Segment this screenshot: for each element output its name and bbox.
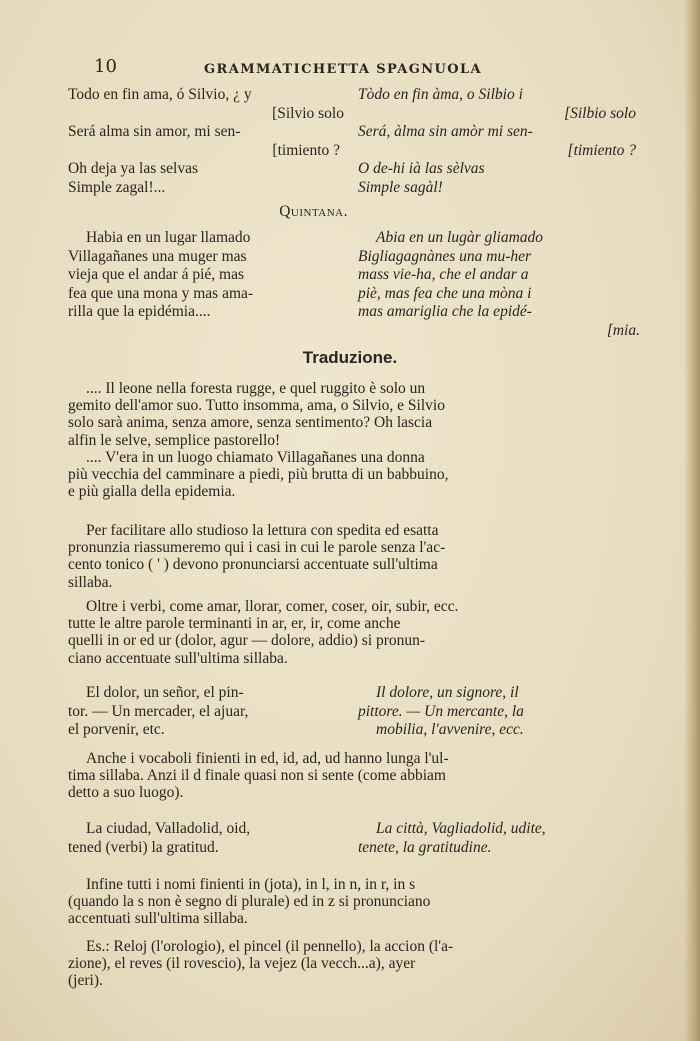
text-line: (jeri).	[68, 972, 103, 990]
paragraph-verbs	[68, 598, 632, 667]
text-line: Todo en fin ama, ó Silvio, ¿ y	[68, 86, 252, 103]
paragraph-endings	[68, 750, 632, 802]
text-line: [Silbio solo	[564, 104, 636, 122]
example-block-1	[68, 684, 640, 740]
text-line: .... V'era in un luogo chiamato Villagañanes una donna	[86, 448, 425, 466]
text-line: più vecchia del camminare a piedi, più brutta di un babbuino,	[68, 466, 449, 484]
text-line: pronunzia riassumeremo qui i casi in cui le parole senza l'ac-	[68, 539, 446, 557]
text-line: e più gialla della epidemia.	[68, 483, 236, 501]
paragraph-examples	[68, 938, 632, 990]
text-line: [timiento ?	[272, 141, 340, 159]
example-block-2	[68, 820, 640, 857]
text-line: piè, mas fea che una mòna i	[358, 284, 532, 302]
text-line: (quando la s non è segno di plurale) ed in z si pronunciano	[68, 893, 431, 911]
text-line: La ciudad, Valladolid, oid,	[86, 820, 251, 837]
example-2-spanish	[68, 820, 350, 857]
text-line: vieja que el andar á pié, mas	[68, 266, 245, 284]
translation-block	[68, 380, 632, 500]
text-line: solo sarà anima, senza amore, senza sentimento? Oh lascia	[68, 414, 433, 432]
text-line: gemito dell'amor suo. Tutto insomma, ama, o Silvio, e Silvio	[68, 397, 445, 415]
text-line: el porvenir, etc.	[68, 721, 165, 739]
prose-spanish	[68, 229, 350, 341]
paragraph-final-consonants	[68, 876, 632, 928]
text-line: Oltre i verbi, come amar, llorar, comer, coser, oir, subir, ecc.	[86, 598, 459, 615]
text-line: zione), el reves (il rovescio), la vejez (la vecch...a), ayer	[68, 955, 416, 973]
section-title: Traduzione.	[302, 348, 398, 367]
prose-pronunciation	[358, 229, 640, 341]
text-line: .... Il leone nella foresta rugge, e quel ruggito è solo un	[86, 380, 426, 397]
text-line: detto a suo luogo).	[68, 784, 184, 802]
example-2-italian	[358, 820, 640, 857]
prose-block	[68, 229, 640, 341]
text-line: rilla que la epidémia....	[68, 303, 211, 321]
text-line: [mia.	[606, 321, 640, 339]
text-line: La città, Vagliadolid, udite,	[376, 820, 546, 837]
text-line: Será alma sin amor, mi sen-	[68, 123, 241, 141]
text-line: quelli in or ed ur (dolor, agur — dolore, addio) si pronun-	[68, 632, 426, 650]
text-line: alfin le selve, semplice pastorello!	[68, 431, 281, 449]
text-line: cento tonico ( ' ) devono pronunciarsi accentuate sull'ultima	[68, 556, 438, 574]
text-line: sillaba.	[68, 573, 113, 591]
text-line: mass vie-ha, che el andar a	[358, 266, 529, 284]
text-line: Tòdo en fin àma, o Silbio i	[358, 86, 523, 103]
text-line: tor. — Un mercader, el ajuar,	[68, 702, 249, 720]
poem-block	[68, 86, 640, 221]
text-line: Per facilitare allo studioso la lettura con spedita ed esatta	[86, 522, 439, 539]
text-line: Simple zagal!...	[68, 178, 166, 196]
poem-spanish	[68, 86, 350, 221]
text-line: accentuati sull'ultima sillaba.	[68, 910, 248, 928]
text-line: Bigliagagnànes una mu-her	[358, 247, 532, 265]
text-line: mobilia, l'avvenire, ecc.	[376, 721, 524, 739]
text-line: Abia en un lugàr gliamado	[376, 229, 544, 246]
text-line: Anche i vocaboli finienti in ed, id, ad, ud hanno lunga l'ul-	[86, 750, 449, 767]
page-number: 10	[94, 56, 117, 77]
page-edge-shadow	[684, 0, 700, 1041]
text-line: tenete, la gratitudine.	[358, 838, 492, 856]
text-line: tutte le altre parole terminanti in ar, er, ir, come anche	[68, 615, 401, 633]
text-line: [timiento ?	[567, 141, 636, 159]
text-line: mas amariglia che la epidé-	[358, 303, 532, 321]
text-line: [Silvio solo	[272, 104, 344, 122]
text-line: tened (verbi) la gratitud.	[68, 838, 219, 856]
text-line: ciano accentuate sull'ultima sillaba.	[68, 649, 288, 667]
text-line: tima sillaba. Anzi il d finale quasi non si sente (come abbiam	[68, 767, 446, 785]
example-1-italian	[358, 684, 640, 740]
running-title: GRAMMATICHETTA SPAGNUOLA	[204, 62, 483, 77]
text-line: Es.: Reloj (l'orologio), el pincel (il pennello), la accion (l'a-	[86, 938, 454, 955]
text-line: Villagañanes una muger mas	[68, 247, 247, 265]
paragraph-accent-rules	[68, 522, 632, 591]
text-line: Simple sagàl!	[358, 178, 443, 196]
text-line: Será, àlma sin amòr mi sen-	[358, 123, 533, 141]
text-line: O de-hi ià las sèlvas	[358, 160, 485, 178]
text-line: Infine tutti i nomi finienti in (jota), in l, in n, in r, in s	[86, 876, 416, 893]
page-header	[68, 56, 640, 80]
author-credit: Quintana.	[279, 202, 348, 220]
text-line: Oh deja ya las selvas	[68, 160, 198, 178]
poem-pronunciation	[358, 86, 640, 221]
example-1-spanish	[68, 684, 350, 740]
text-line: Habia en un lugar llamado	[86, 229, 251, 246]
text-line: fea que una mona y mas ama-	[68, 284, 254, 302]
text-line: pittore. — Un mercante, la	[358, 702, 524, 720]
text-line: El dolor, un señor, el pin-	[86, 684, 244, 701]
text-line: Il dolore, un signore, il	[376, 684, 519, 701]
